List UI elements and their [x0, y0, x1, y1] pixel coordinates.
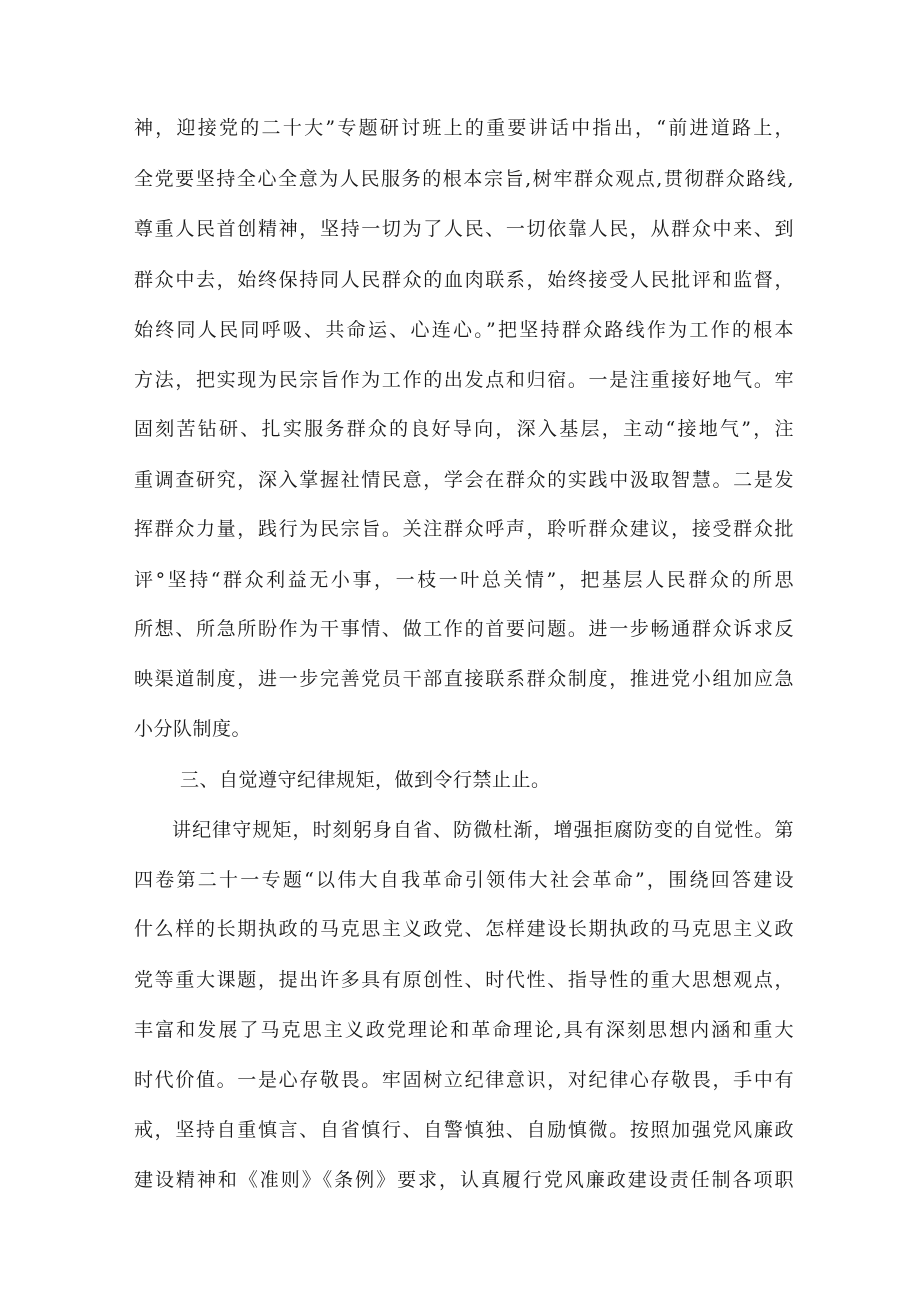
paragraph-line: 评°坚持“群众利益无小事，一枝一叶总关情”，把基层人民群众的所思 — [134, 569, 794, 591]
paragraph-line-first: 讲纪律守规矩，时刻躬身自省、防微杜渐，增强拒腐防变的自觉性。第 — [172, 819, 794, 841]
paragraph-line: 固刻苦钻研、扎实服务群众的良好导向，深入基层，主动“接地气”，注 — [134, 418, 794, 440]
paragraph-line: 群众中去，始终保持同人民群众的血肉联系，始终接受人民批评和监督， — [134, 269, 794, 291]
paragraph-line: 时代价值。一是心存敬畏。牢固树立纪律意识，对纪律心存敬畏，手中有 — [134, 1069, 794, 1091]
paragraph-line: 挥群众力量，践行为民宗旨。关注群众呼声，聆听群众建议，接受群众批 — [134, 518, 794, 540]
paragraph-line: 尊重人民首创精神，坚持一切为了人民、一切依靠人民，从群众中来、到 — [134, 218, 794, 240]
paragraph-line: 什么样的长期执政的马克思主义政党、怎样建设长期执政的马克思主义政 — [134, 918, 794, 940]
paragraph-line-last: 小分队制度。 — [134, 718, 252, 740]
paragraph-line: 方法，把实现为民宗旨作为工作的出发点和归宿。一是注重接好地气。牢 — [134, 369, 794, 391]
paragraph-line: 党等重大课题，提出许多具有原创性、时代性、指导性的重大思想观点， — [134, 969, 794, 991]
paragraph-line: 全党要坚持全心全意为人民服务的根本宗旨,树牢群众观点,贯彻群众路线, — [134, 168, 794, 190]
paragraph-line: 戒，坚持自重慎言、自省慎行、自警慎独、自励慎微。按照加强党风廉政 — [134, 1119, 794, 1141]
paragraph-line: 建设精神和《准则》《条例》要求，认真履行党风廉政建设责任制各项职 — [134, 1169, 794, 1191]
paragraph-line: 丰富和发展了马克思主义政党理论和革命理论,具有深刻思想内涵和重大 — [134, 1019, 794, 1041]
paragraph-line: 始终同人民同呼吸、共命运、心连心。”把坚持群众路线作为工作的根本 — [134, 319, 794, 341]
paragraph-line: 所想、所急所盼作为干事情、做工作的首要问题。进一步畅通群众诉求反 — [134, 618, 794, 640]
paragraph-line: 映渠道制度，进一步完善党员干部直接联系群众制度，推进党小组加应急 — [134, 668, 794, 690]
section-heading: 三、自觉遵守纪律规矩，做到令行禁止止。 — [180, 769, 551, 791]
paragraph-line: 四卷第二十一专题“以伟大自我革命引领伟大社会革命”，围绕回答建设 — [134, 869, 794, 891]
paragraph-line: 神，迎接党的二十大”专题研讨班上的重要讲话中指出，“前进道路上， — [134, 117, 794, 139]
paragraph-line: 重调查研究，深入掌握社情民意，学会在群众的实践中汲取智慧。二是发 — [134, 469, 794, 491]
